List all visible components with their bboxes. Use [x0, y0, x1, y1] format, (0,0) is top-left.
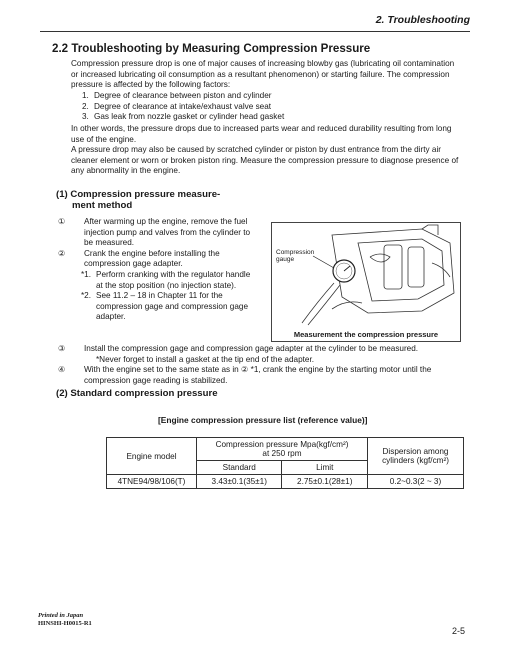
step-4 — [58, 365, 468, 386]
list-text: Gas leak from nozzle gasket or cylinder head gasket — [94, 112, 285, 122]
header-standard: Standard — [197, 461, 282, 475]
list-number: 2. — [82, 101, 89, 111]
header-limit: Limit — [282, 461, 368, 475]
cell-limit: 2.75±0.1(28±1) — [282, 475, 368, 489]
list-item — [82, 102, 284, 113]
list-item — [82, 112, 284, 123]
standard-heading: (2) Standard compression pressure — [56, 388, 218, 399]
wear-paragraph: In other words, the pressure drops due to increased parts wear and reduced durability resulting from long use of the engine. — [71, 124, 452, 144]
method-heading — [56, 189, 220, 211]
cell-model: 4TNE94/98/106(T) — [107, 475, 197, 489]
step-3 — [58, 344, 468, 355]
step-text: With the engine set to the same state as in ② *1, crank the engine by the starting motor until the compression gage reading is stabilized. — [84, 365, 432, 385]
note-2 — [58, 291, 258, 323]
list-number: 1. — [82, 91, 89, 100]
step-1 — [58, 217, 258, 249]
note-marker: *2. — [81, 291, 92, 301]
cell-dispersion: 0.2~0.3(2 ~ 3) — [368, 475, 464, 489]
printed-in: Printed in Japan — [38, 612, 84, 619]
method-steps-continued — [58, 344, 468, 386]
header-dispersion-line1: Dispersion among — [382, 447, 449, 456]
step-text: After warming up the engine, remove the fuel injection pump and valves from the cylinder to be measured. — [84, 217, 251, 248]
step-2 — [58, 249, 258, 270]
list-number: 3. — [82, 112, 89, 122]
figure-label — [276, 249, 314, 263]
note-text: See 11.2 – 18 in Chapter 11 for the compression gage and compression gage adapter. — [96, 291, 249, 322]
method-heading-line1: (1) Compression pressure measure- — [56, 189, 221, 200]
intro-paragraph: Compression pressure drop is one of major causes of increasing blowby gas (lubricating oil contamination or increased lubricating oil consumption as a resultant phenomenon) or starting failure. The compression pressure is affected by the following factors: — [71, 59, 455, 90]
note-1 — [58, 270, 258, 291]
engine-illustration — [272, 223, 460, 327]
note-marker: *1. — [81, 269, 92, 279]
step-marker: ① — [58, 217, 66, 226]
method-heading-line2: ment method — [72, 200, 133, 211]
method-steps — [58, 217, 258, 323]
header-dispersion-line2: cylinders (kgf/cm²) — [382, 456, 449, 465]
step-marker: ③ — [58, 344, 66, 353]
page-number: 2-5 — [452, 626, 466, 636]
step-marker: ② — [58, 248, 66, 258]
section-title: 2.2 Troubleshooting by Measuring Compression Pressure — [52, 42, 371, 55]
header-compression-pressure — [197, 438, 368, 461]
header-dispersion — [368, 438, 464, 475]
header-engine-model: Engine model — [107, 438, 197, 475]
step-marker: ④ — [58, 365, 66, 375]
header-pressure-line2: at 250 rpm — [262, 449, 302, 458]
step-text: Crank the engine before installing the compression gage adapter. — [84, 248, 220, 269]
note-text: Perform cranking with the regulator handle at the stop position (no injection state). — [96, 269, 251, 290]
cell-standard: 3.43±0.1(35±1) — [197, 475, 282, 489]
diagnosis-paragraph: A pressure drop may also be caused by scratched cylinder or piston by dust entrance from the dirty air cleaner element or worn or broken piston ring. Measure the compression pressure to diagnose presence of any abnormality in the engine. — [71, 145, 459, 176]
running-header: 2. Troubleshooting — [40, 14, 470, 32]
list-item — [82, 91, 284, 102]
figure-label-line1: Compression — [276, 249, 315, 256]
table-caption: [Engine compression pressure list (reference value)] — [158, 415, 368, 425]
step-3-note: *Never forget to install a gasket at the tip end of the adapter. — [96, 354, 315, 364]
header-pressure-line1: Compression pressure Mpa(kgf/cm²) — [215, 440, 349, 449]
list-text: Degree of clearance between piston and cylinder — [94, 91, 272, 100]
compression-pressure-table — [106, 437, 464, 489]
document-code: HINSHI-H0015-R1 — [38, 619, 92, 627]
compression-gauge-figure — [271, 222, 461, 342]
factor-list — [82, 91, 284, 123]
table-row — [107, 475, 464, 489]
footer-print-info — [38, 612, 92, 627]
figure-caption: Measurement the compression pressure — [293, 330, 439, 339]
list-text: Degree of clearance at intake/exhaust valve seat — [94, 101, 272, 111]
body-paragraphs — [71, 124, 461, 177]
figure-label-line2: gauge — [276, 256, 295, 263]
step-text: Install the compression gage and compression gage adapter at the cylinder to be measured. — [84, 344, 419, 353]
table-header-row — [107, 438, 464, 461]
